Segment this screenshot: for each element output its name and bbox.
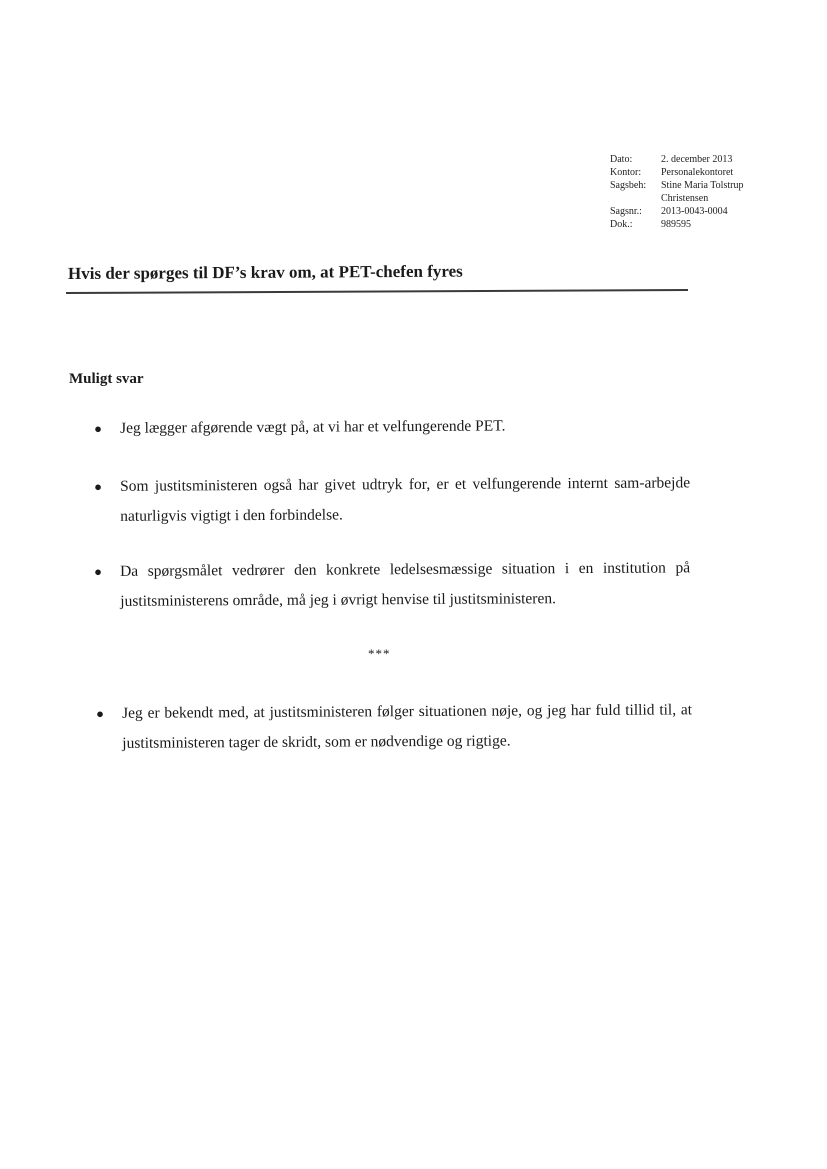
meta-case-label: Sagsnr.: <box>610 206 642 217</box>
meta-case-value: 2013-0043-0004 <box>661 206 728 217</box>
bullet-item <box>94 553 690 617</box>
meta-row-doc <box>610 218 761 231</box>
document-heading: Hvis der spørges til DF’s krav om, at PET-chefen fyres <box>67 261 463 283</box>
bullet-text: Jeg er bekendt med, at justitsministeren følger situationen nøje, og jeg har fuld tillid til, at justitsministeren tager de skridt, som er nødvendige og rigtige. <box>122 701 693 752</box>
bullet-text: Da spørgsmålet vedrører den konkrete ledelsesmæssige situation i en institution på justitsministerens område, må jeg i øvrigt henvise til justitsministeren. <box>120 559 691 610</box>
bullet-dot-icon: ● <box>94 478 102 494</box>
meta-row-handler <box>610 179 761 205</box>
meta-date-label: Dato: <box>610 154 633 165</box>
bullet-dot-icon: ● <box>94 420 102 436</box>
meta-handler-label: Sagsbeh: <box>610 180 647 191</box>
heading-underline <box>66 289 688 294</box>
meta-doc-value: 989595 <box>661 219 691 230</box>
bullet-dot-icon: ● <box>96 705 104 721</box>
document-metadata <box>610 153 761 231</box>
bullet-dot-icon: ● <box>94 563 102 579</box>
meta-office-value: Personalekontoret <box>661 167 734 178</box>
section-separator: *** <box>368 646 391 661</box>
meta-row-case <box>610 205 761 218</box>
bullet-item <box>96 695 692 759</box>
meta-doc-label: Dok.: <box>610 219 633 230</box>
bullet-text: Som justitsministeren også har givet udtryk for, er et velfungerende internt sam-arbejde naturligvis vigtigt i den forbindelse. <box>120 474 691 525</box>
section-subheading: Muligt svar <box>69 371 144 387</box>
meta-handler-value: Stine Maria Tolstrup Christensen <box>661 180 744 204</box>
meta-date-value: 2. december 2013 <box>661 154 733 165</box>
meta-office-label: Kontor: <box>610 167 642 178</box>
bullet-item <box>94 410 690 444</box>
meta-row-office <box>610 166 761 179</box>
bullet-text: Jeg lægger afgørende vægt på, at vi har et velfungerende PET. <box>120 417 506 437</box>
meta-row-date <box>610 153 761 166</box>
bullet-item <box>94 468 690 532</box>
